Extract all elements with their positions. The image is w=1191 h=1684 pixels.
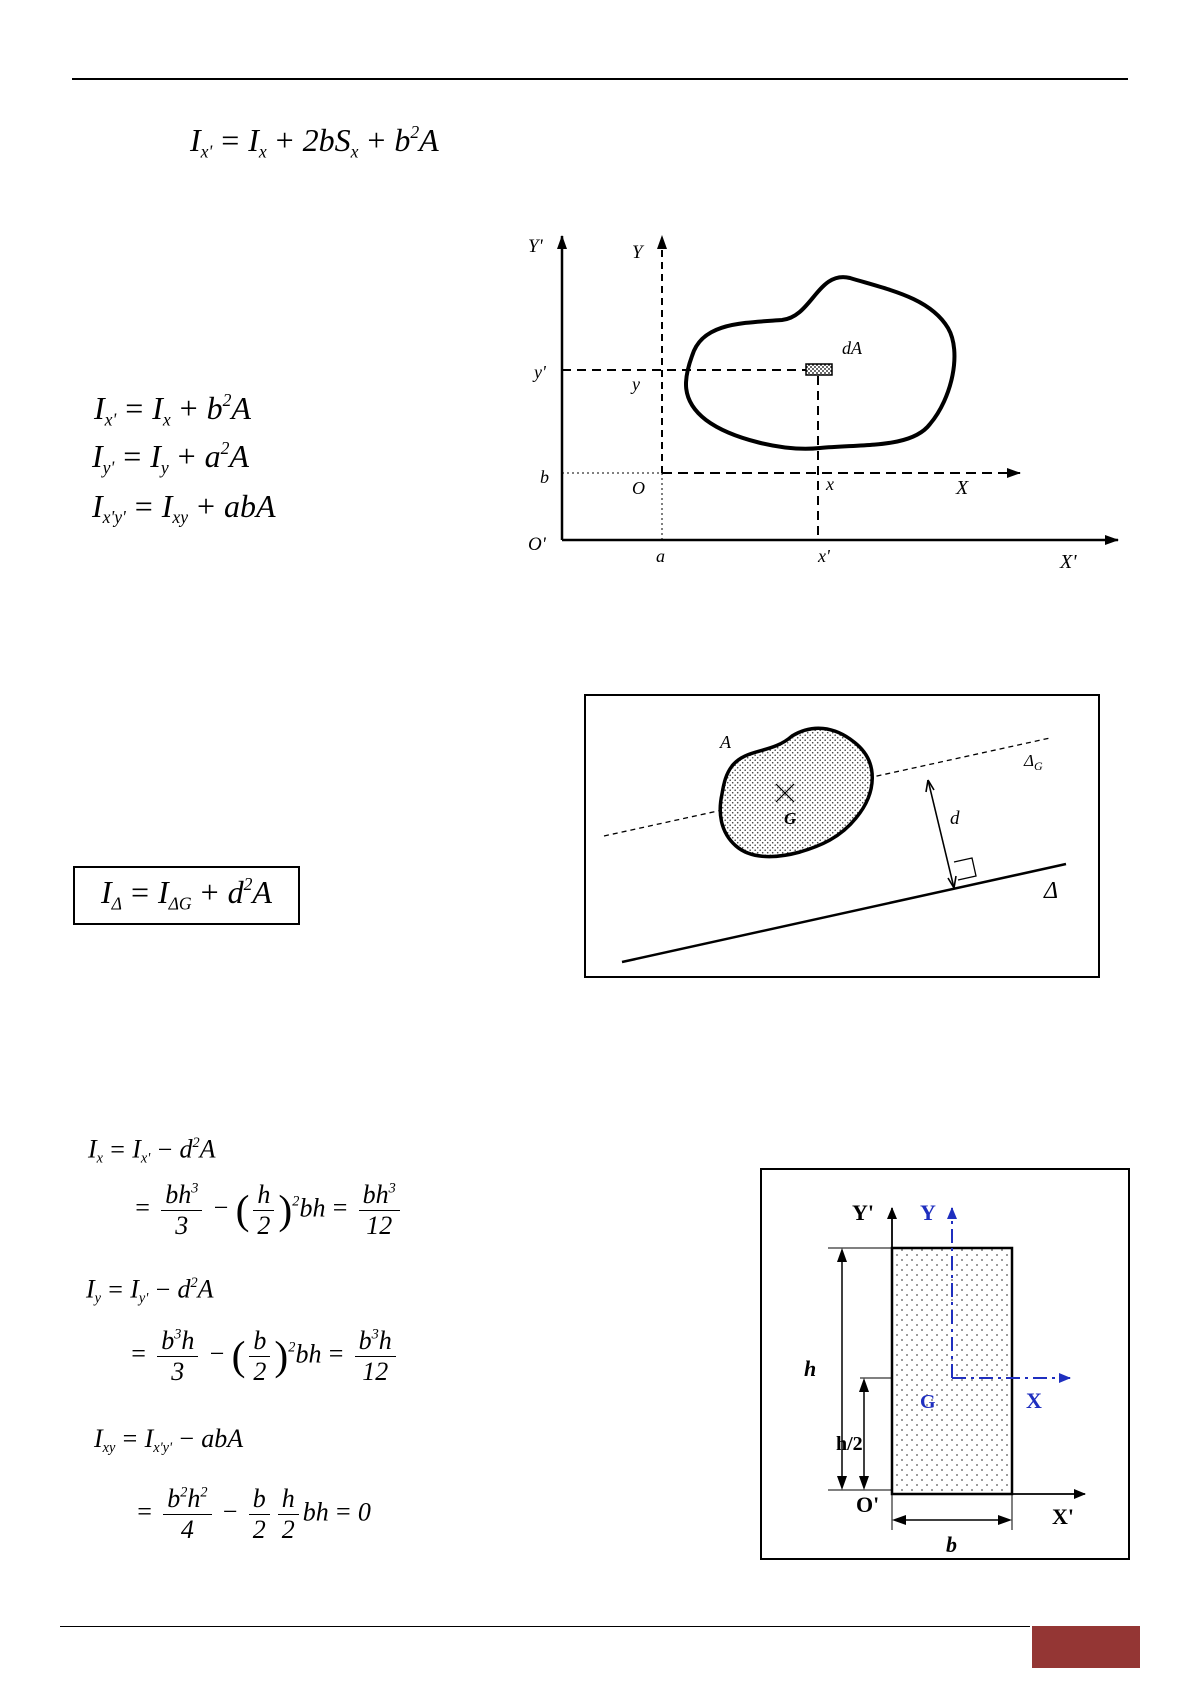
label-y-prime-value: y': [534, 362, 546, 382]
label-origin-o-prime: O': [856, 1492, 880, 1517]
label-y-centroid-axis: Y: [920, 1200, 936, 1225]
label-half-height: h/2: [836, 1433, 863, 1455]
label-centroid-g: G: [920, 1391, 936, 1413]
da-element: [806, 364, 832, 375]
label-width-b: b: [946, 1532, 957, 1557]
equation-iy-line1: $I_y = I_{y'} - d^2A$: [86, 1274, 214, 1307]
equation-parallel-shift-x: $I_{x'} = I_x + 2bS_x + b^2A$: [190, 122, 439, 162]
page-number-tab: [1032, 1626, 1140, 1668]
label-origin-o-prime: O': [528, 534, 546, 555]
equation-iy-prime: $I_{y'} = I_y + a^2A$: [92, 438, 249, 478]
huygens-theorem-box: $I_\Delta = I_{\Delta G} + d^2A$: [73, 866, 300, 925]
label-x-prime-value: x': [818, 546, 830, 566]
label-y-prime-axis: Y': [852, 1200, 874, 1225]
equation-ix-line1: $I_x = I_{x'} - d^2A$: [88, 1134, 216, 1167]
label-distance-d: d: [950, 808, 960, 829]
label-x-value: x: [826, 474, 834, 494]
equation-ixy-line1: $I_{xy} = I_{x'y'}$ − abA: [94, 1424, 244, 1456]
equation-ix-prime: $I_{x'} = I_x + b^2A$: [94, 390, 251, 430]
label-centroid-g: G: [784, 809, 797, 828]
equation-ixy-prime: $I_{x'y'} = I_{xy}$ + abA: [92, 488, 276, 528]
label-origin-o: O: [632, 478, 645, 498]
header-rule: [72, 78, 1128, 80]
label-y-prime-axis: Y': [528, 236, 543, 257]
label-b-value: b: [540, 467, 549, 487]
label-height-h: h: [804, 1356, 817, 1381]
label-x-centroid-axis: X: [1026, 1388, 1042, 1413]
label-delta-g: $\Delta_G$: [1024, 751, 1043, 773]
footer-rule: [60, 1626, 1030, 1627]
label-x-prime-axis: X': [1060, 551, 1077, 573]
label-a-value: a: [656, 546, 665, 566]
label-y-value: y: [632, 374, 640, 394]
label-da: dA: [842, 338, 862, 358]
equation-iy-line2: = $\frac{b^3h}{3}$ − ( $\frac{b}{2}$ )$^2$bh = $\frac{b^3h}{12}$: [124, 1326, 400, 1387]
label-x-axis: X: [956, 477, 969, 499]
equation-ixy-line2: = $\frac{b^2h^2}{4}$ − $\frac{b}{2}$ $\frac{h}{2}$ bh = 0: [137, 1484, 371, 1544]
figure-rectangle: [760, 1168, 1130, 1560]
figure-parallel-axes: [520, 228, 1120, 578]
label-x-prime-axis: X': [1052, 1504, 1074, 1529]
equation-ix-line2: = $\frac{bh^3}{3}$ − ( $\frac{h}{2}$ )$^2$bh = $\frac{bh^3}{12}$: [128, 1180, 404, 1241]
area-contour: [686, 277, 954, 449]
label-delta: Δ: [1044, 878, 1059, 904]
figure-huygens: [584, 694, 1100, 978]
label-area-a: A: [720, 732, 731, 752]
label-y-axis: Y: [632, 242, 643, 263]
